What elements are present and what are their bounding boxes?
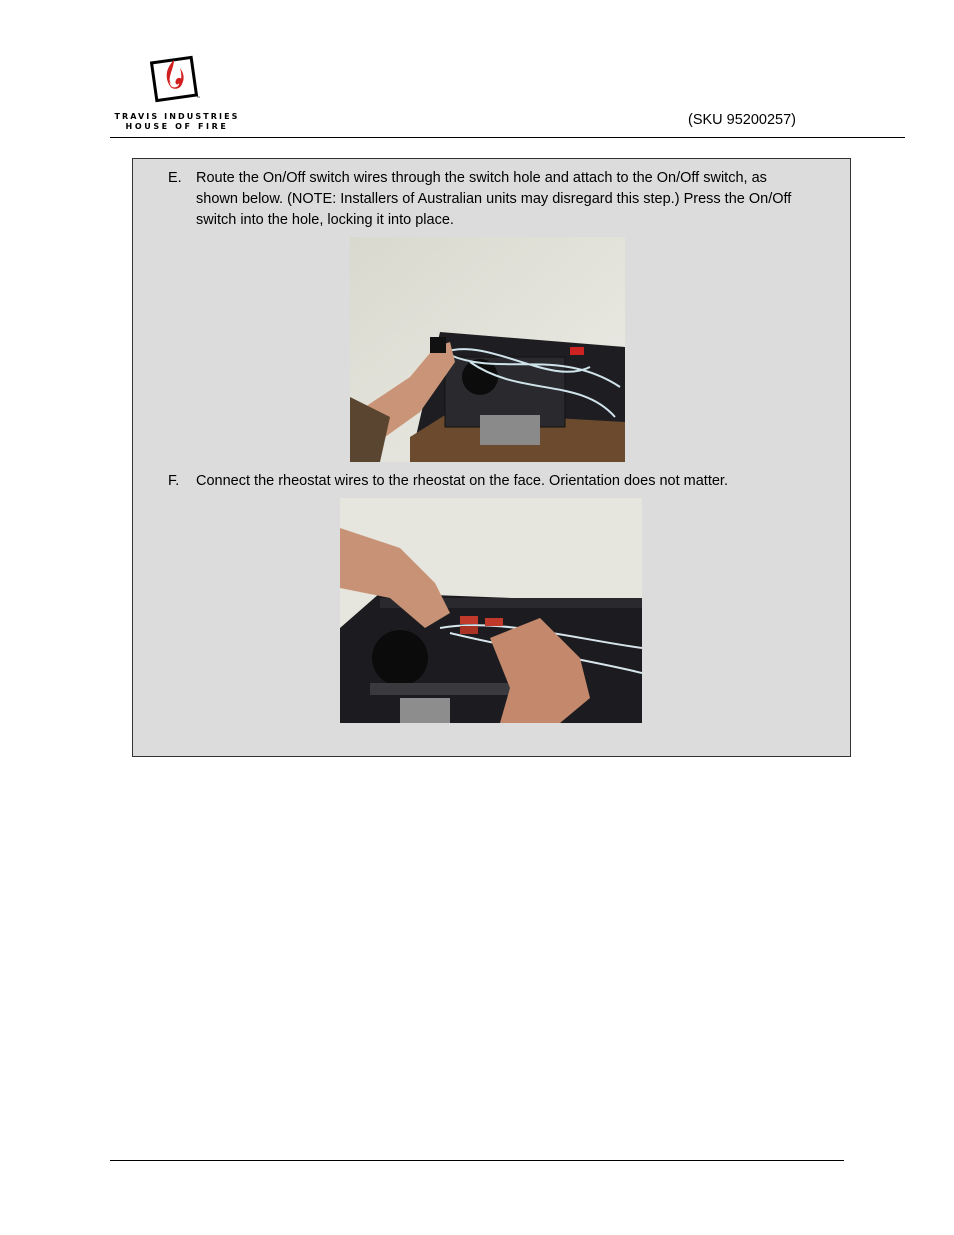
- flame-logo-icon: [150, 54, 206, 106]
- step-f-photo: [340, 498, 642, 723]
- step-f-letter: F.: [168, 473, 180, 489]
- header-rule: [110, 137, 905, 138]
- step-e-text: Route the On/Off switch wires through the switch hole and attach to the On/Off switch, as shown below. (NOTE: Installers of Australian units may disregard this step.) Press the On/Off switch into the hole, locking it into place.: [196, 170, 792, 228]
- rheostat-wiring-photo-image: [340, 498, 642, 723]
- logo-text-line1: TRAVIS INDUSTRIES: [114, 112, 240, 121]
- svg-text:™: ™: [196, 96, 201, 102]
- footer-rule: [110, 1160, 844, 1161]
- sku-label: (SKU 95200257): [688, 112, 797, 128]
- logo-text-line2: HOUSE OF FIRE: [125, 122, 229, 131]
- step-e-photo: [350, 237, 625, 462]
- step-e-letter: E.: [168, 170, 182, 186]
- company-logo: [112, 54, 242, 134]
- switch-wiring-photo-image: [350, 237, 625, 462]
- step-f-text: Connect the rheostat wires to the rheostat on the face. Orientation does not matter.: [196, 473, 728, 489]
